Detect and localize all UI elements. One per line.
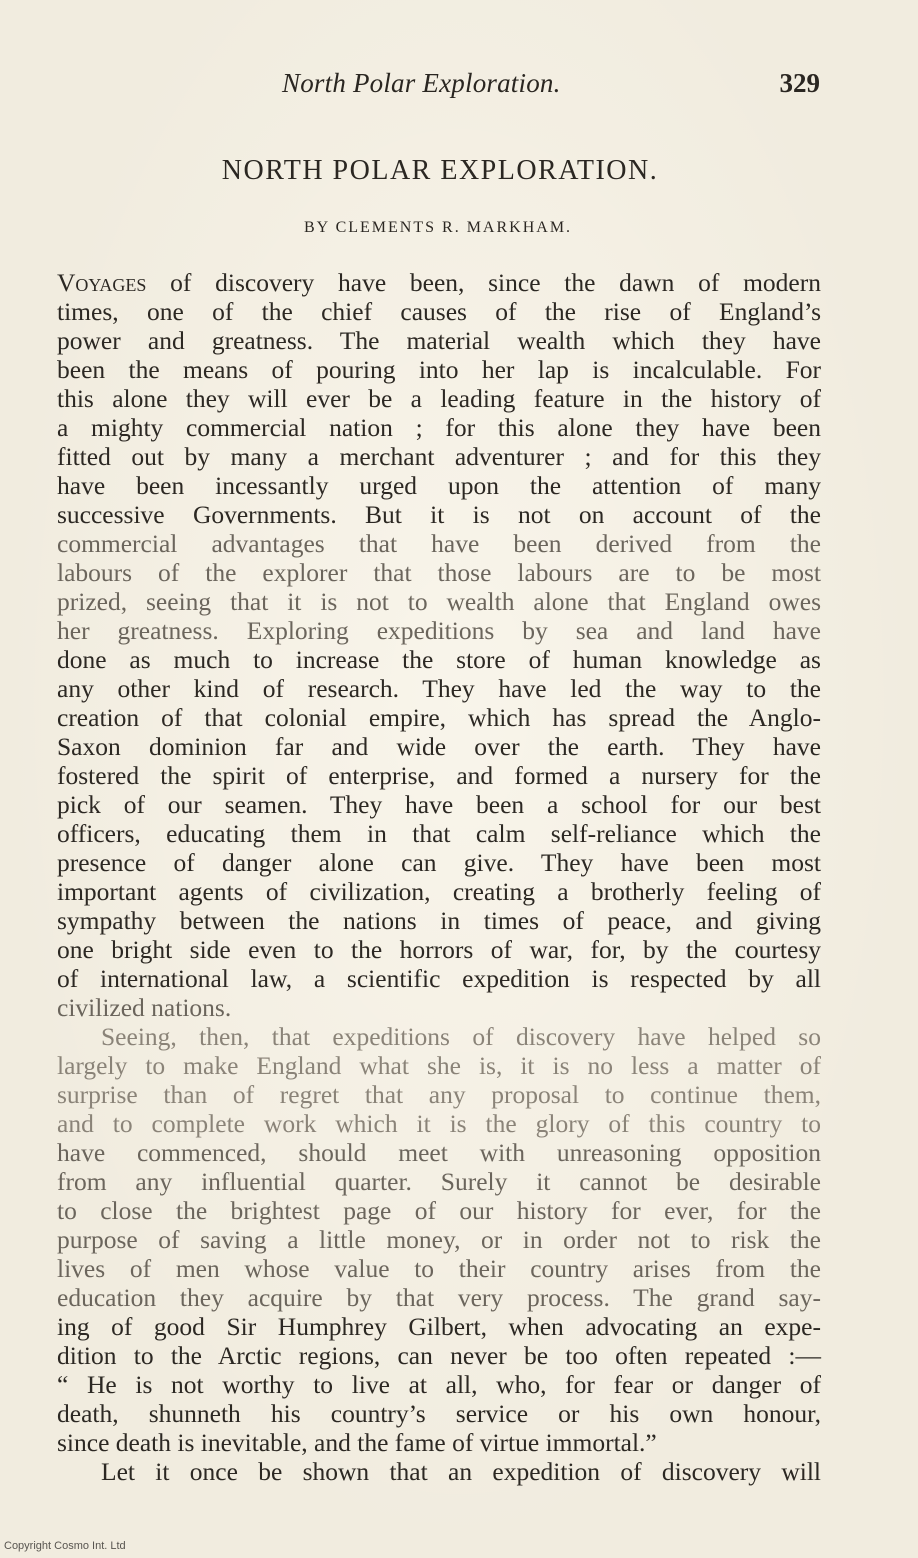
text-line: times, one of the chief causes of the rise of England’s xyxy=(57,297,821,326)
text-line: and to complete work which it is the glory of this country to xyxy=(57,1109,821,1138)
text-line: lives of men whose value to their country arises from the xyxy=(57,1254,821,1283)
text-line: civilized nations. xyxy=(57,993,232,1022)
running-head xyxy=(0,68,918,108)
text-line: fostered the spirit of enterprise, and formed a nursery for the xyxy=(57,761,821,790)
text-line: power and greatness. The material wealth which they have xyxy=(57,326,821,355)
text-line: one bright side even to the horrors of war, for, by the courtesy xyxy=(57,935,821,964)
copyright-watermark: Copyright Cosmo Int. Ltd xyxy=(4,1540,126,1552)
article-title: NORTH POLAR EXPLORATION. xyxy=(221,155,659,186)
text-line: been the means of pouring into her lap is incalculable. For xyxy=(57,355,821,384)
page-number: 329 xyxy=(779,68,820,98)
text-line: sympathy between the nations in times of peace, and giving xyxy=(57,906,821,935)
text-line: Seeing, then, that expeditions of discovery have helped so xyxy=(101,1022,821,1051)
text-line: a mighty commercial nation ; for this alone they have been xyxy=(57,413,821,442)
article-byline: BY CLEMENTS R. MARKHAM. xyxy=(303,219,573,236)
text-line: labours of the explorer that those labours are to be most xyxy=(57,558,821,587)
text-line: this alone they will ever be a leading feature in the history of xyxy=(57,384,821,413)
text-line: Let it once be shown that an expedition of discovery will xyxy=(101,1457,821,1486)
text-line: education they acquire by that very process. The grand say- xyxy=(57,1283,821,1312)
text-line: important agents of civilization, creating a brotherly feeling of xyxy=(57,877,821,906)
text-line: ing of good Sir Humphrey Gilbert, when advocating an expe- xyxy=(57,1312,821,1341)
text-line: of international law, a scientific expedition is respected by all xyxy=(57,964,821,993)
text-line: successive Governments. But it is not on account of the xyxy=(57,500,821,529)
running-title: North Polar Exploration. xyxy=(282,68,561,98)
text-line: death, shunneth his country’s service or his own honour, xyxy=(57,1399,821,1428)
text-line: have commenced, should meet with unreasoning opposition xyxy=(57,1138,821,1167)
text-line: commercial advantages that have been derived from the xyxy=(57,529,821,558)
text-line: pick of our seamen. They have been a school for our best xyxy=(57,790,821,819)
text-line: creation of that colonial empire, which has spread the Anglo- xyxy=(57,703,821,732)
text-line: prized, seeing that it is not to wealth alone that England owes xyxy=(57,587,821,616)
text-line: Saxon dominion far and wide over the earth. They have xyxy=(57,732,821,761)
drop-word: Voyages xyxy=(57,268,147,297)
text-line: have been incessantly urged upon the attention of many xyxy=(57,471,821,500)
text-line: officers, educating them in that calm self-reliance which the xyxy=(57,819,821,848)
text-line: since death is inevitable, and the fame of virtue immortal.” xyxy=(57,1428,657,1457)
article-body xyxy=(57,268,821,1486)
text-line: “ He is not worthy to live at all, who, for fear or danger of xyxy=(57,1370,821,1399)
text-line: purpose of saving a little money, or in order not to risk the xyxy=(57,1225,821,1254)
text-line: to close the brightest page of our history for ever, for the xyxy=(57,1196,821,1225)
text-line: any other kind of research. They have led the way to the xyxy=(57,674,821,703)
text-line: from any influential quarter. Surely it cannot be desirable xyxy=(57,1167,821,1196)
text-line: Voyages of discovery have been, since the dawn of modern xyxy=(57,268,821,297)
text-line: largely to make England what she is, it is no less a matter of xyxy=(57,1051,821,1080)
text-line: fitted out by many a merchant adventurer ; and for this they xyxy=(57,442,821,471)
text-line: surprise than of regret that any proposal to continue them, xyxy=(57,1080,821,1109)
text-line: presence of danger alone can give. They have been most xyxy=(57,848,821,877)
text-line: done as much to increase the store of human knowledge as xyxy=(57,645,821,674)
text-line: her greatness. Exploring expeditions by sea and land have xyxy=(57,616,821,645)
text-line: dition to the Arctic regions, can never be too often repeated :— xyxy=(57,1341,821,1370)
